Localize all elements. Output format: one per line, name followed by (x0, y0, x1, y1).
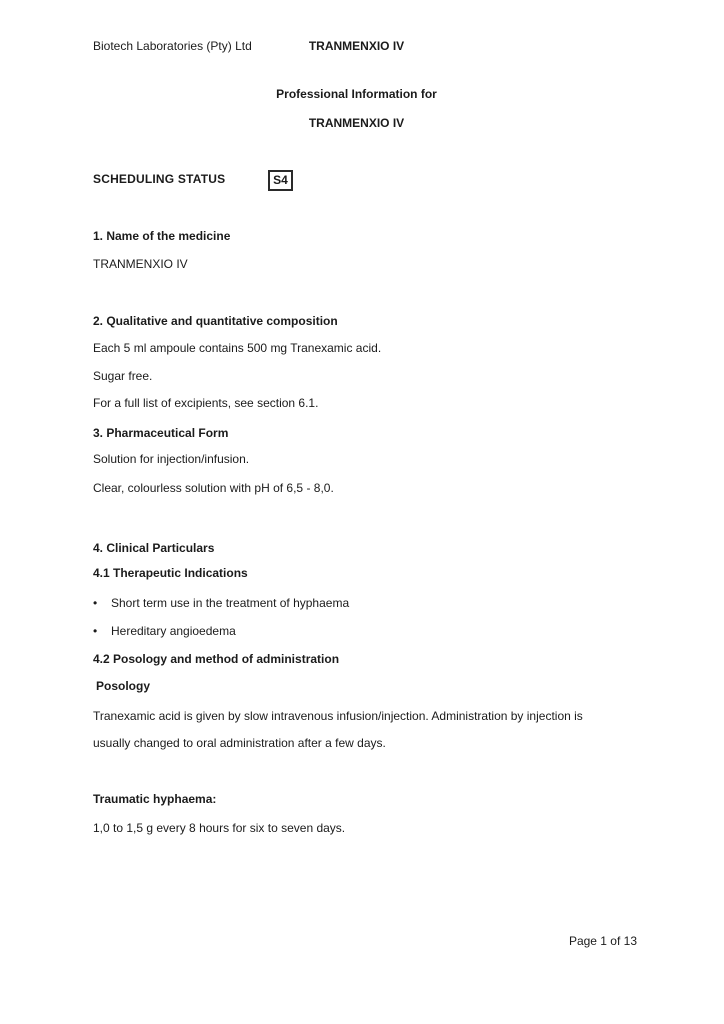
list-item (93, 595, 349, 611)
scheduling-status-badge: S4 (268, 170, 293, 191)
section-2-line-3: For a full list of excipients, see section 6.1. (93, 396, 319, 410)
scheduling-status-label: SCHEDULING STATUS (93, 172, 226, 186)
bullet-icon (93, 623, 111, 639)
section-2-line-2: Sugar free. (93, 369, 153, 383)
posology-paragraph-line-1: Tranexamic acid is given by slow intravenous infusion/injection. Administration by injection is (93, 709, 583, 723)
page-number: Page 1 of 13 (568, 934, 637, 948)
section-4-2-heading: 4.2 Posology and method of administration (93, 652, 340, 666)
section-4-1-heading: 4.1 Therapeutic Indications (93, 566, 248, 580)
section-1-body: TRANMENXIO IV (93, 257, 188, 271)
bullet-text: Short term use in the treatment of hyphaema (111, 596, 350, 610)
posology-paragraph-line-2: usually changed to oral administration after a few days. (93, 736, 386, 750)
document-title: Professional Information for (276, 87, 437, 101)
header-product-name: TRANMENXIO IV (308, 39, 405, 53)
section-3-heading: 3. Pharmaceutical Form (93, 426, 229, 440)
traumatic-hyphaema-subheading: Traumatic hyphaema: (93, 792, 217, 806)
document-title-product: TRANMENXIO IV (308, 116, 405, 130)
bullet-icon (93, 595, 111, 611)
section-3-line-2: Clear, colourless solution with pH of 6,5 - 8,0. (93, 481, 334, 495)
section-3-line-1: Solution for injection/infusion. (93, 452, 250, 466)
section-2-line-1: Each 5 ml ampoule contains 500 mg Tranexamic acid. (93, 341, 382, 355)
traumatic-hyphaema-dose: 1,0 to 1,5 g every 8 hours for six to seven days. (93, 821, 346, 835)
header-company-name: Biotech Laboratories (Pty) Ltd (93, 39, 252, 53)
section-4-heading: 4. Clinical Particulars (93, 541, 215, 555)
section-2-heading: 2. Qualitative and quantitative composition (93, 314, 338, 328)
list-item (93, 623, 236, 639)
section-1-heading: 1. Name of the medicine (93, 229, 231, 243)
bullet-text: Hereditary angioedema (111, 624, 236, 638)
posology-subheading: Posology (96, 679, 151, 693)
